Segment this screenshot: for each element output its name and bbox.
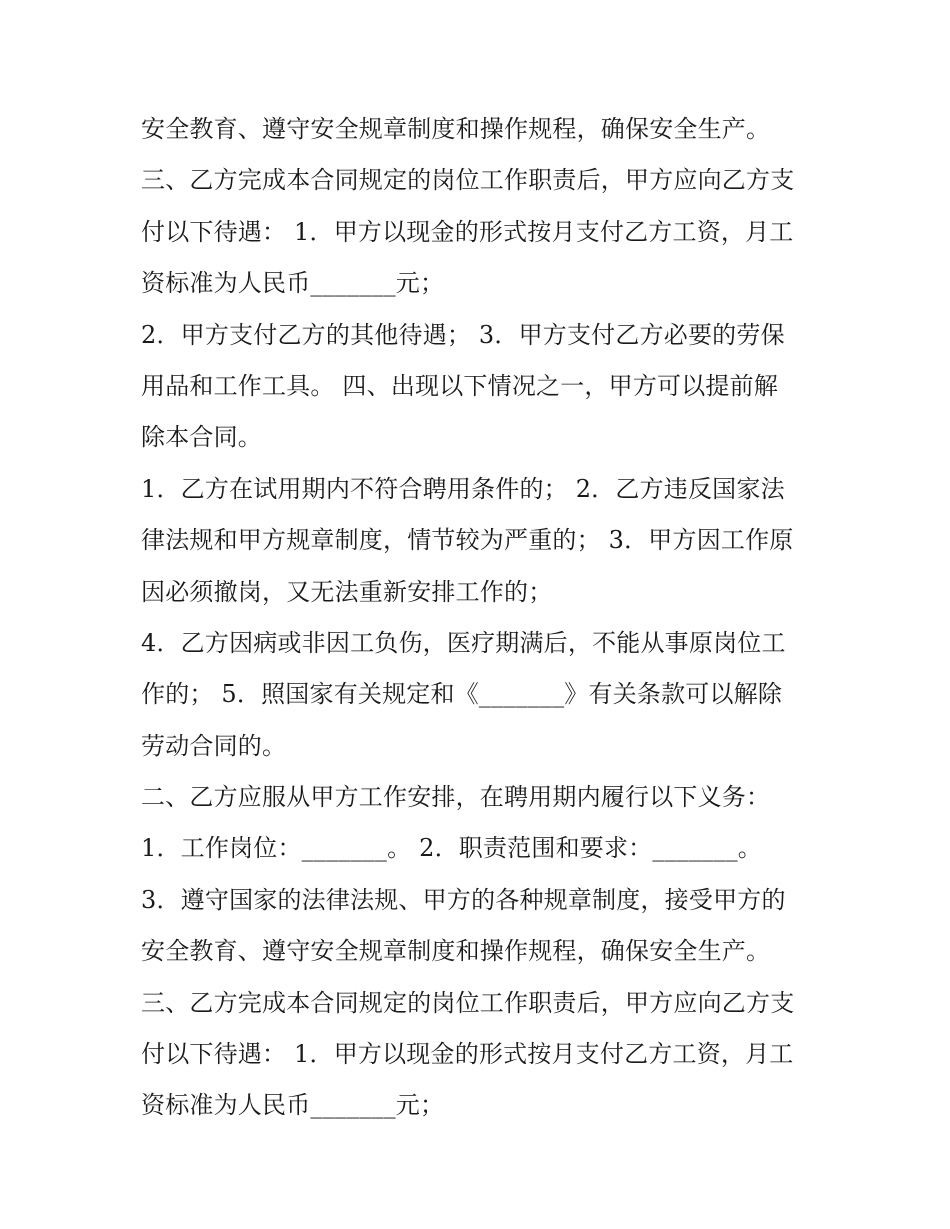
text-line: 付以下待遇： 1．甲方以现金的形式按月支付乙方工资，月工 (141, 217, 794, 246)
text-line: 三、乙方完成本合同规定的岗位工作职责后，甲方应向乙方支 (141, 988, 795, 1017)
text-line: 律法规和甲方规章制度，情节较为严重的； 3．甲方因工作原 (141, 526, 794, 555)
text-line: 1．乙方在试用期内不符合聘用条件的； 2．乙方违反国家法 (141, 474, 785, 503)
text-line: 二、乙方应服从甲方工作安排，在聘用期内履行以下义务： (141, 783, 771, 812)
text-line: 安全教育、遵守安全规章制度和操作规程，确保安全生产。 (141, 115, 771, 143)
text-line: 除本合同。 (141, 423, 262, 452)
text-line: 劳动合同的。 (141, 731, 287, 760)
text-line: 安全教育、遵守安全规章制度和操作规程，确保安全生产。 (141, 937, 771, 966)
text-line: 资标准为人民币_______元； (141, 269, 445, 298)
text-line: 2．甲方支付乙方的其他待遇； 3．甲方支付乙方必要的劳保 (141, 320, 785, 349)
text-line: 用品和工作工具。 四、出现以下情况之一，甲方可以提前解 (141, 371, 779, 400)
text-line: 三、乙方完成本合同规定的岗位工作职责后，甲方应向乙方支 (141, 166, 795, 195)
document-body (141, 104, 821, 1132)
text-line: 4．乙方因病或非因工负伤，医疗期满后，不能从事原岗位工 (141, 628, 786, 657)
text-line: 因必须撤岗，又无法重新安排工作的； (141, 577, 553, 606)
text-line: 作的； 5．照国家有关规定和《_______》有关条款可以解除 (141, 680, 783, 709)
text-line: 付以下待遇： 1．甲方以现金的形式按月支付乙方工资，月工 (141, 1040, 794, 1069)
text-line: 1．工作岗位：_______。 2．职责范围和要求：_______。 (141, 834, 762, 863)
text-line: 资标准为人民币_______元； (141, 1091, 445, 1120)
text-line: 3．遵守国家的法律法规、甲方的各种规章制度，接受甲方的 (141, 885, 786, 914)
